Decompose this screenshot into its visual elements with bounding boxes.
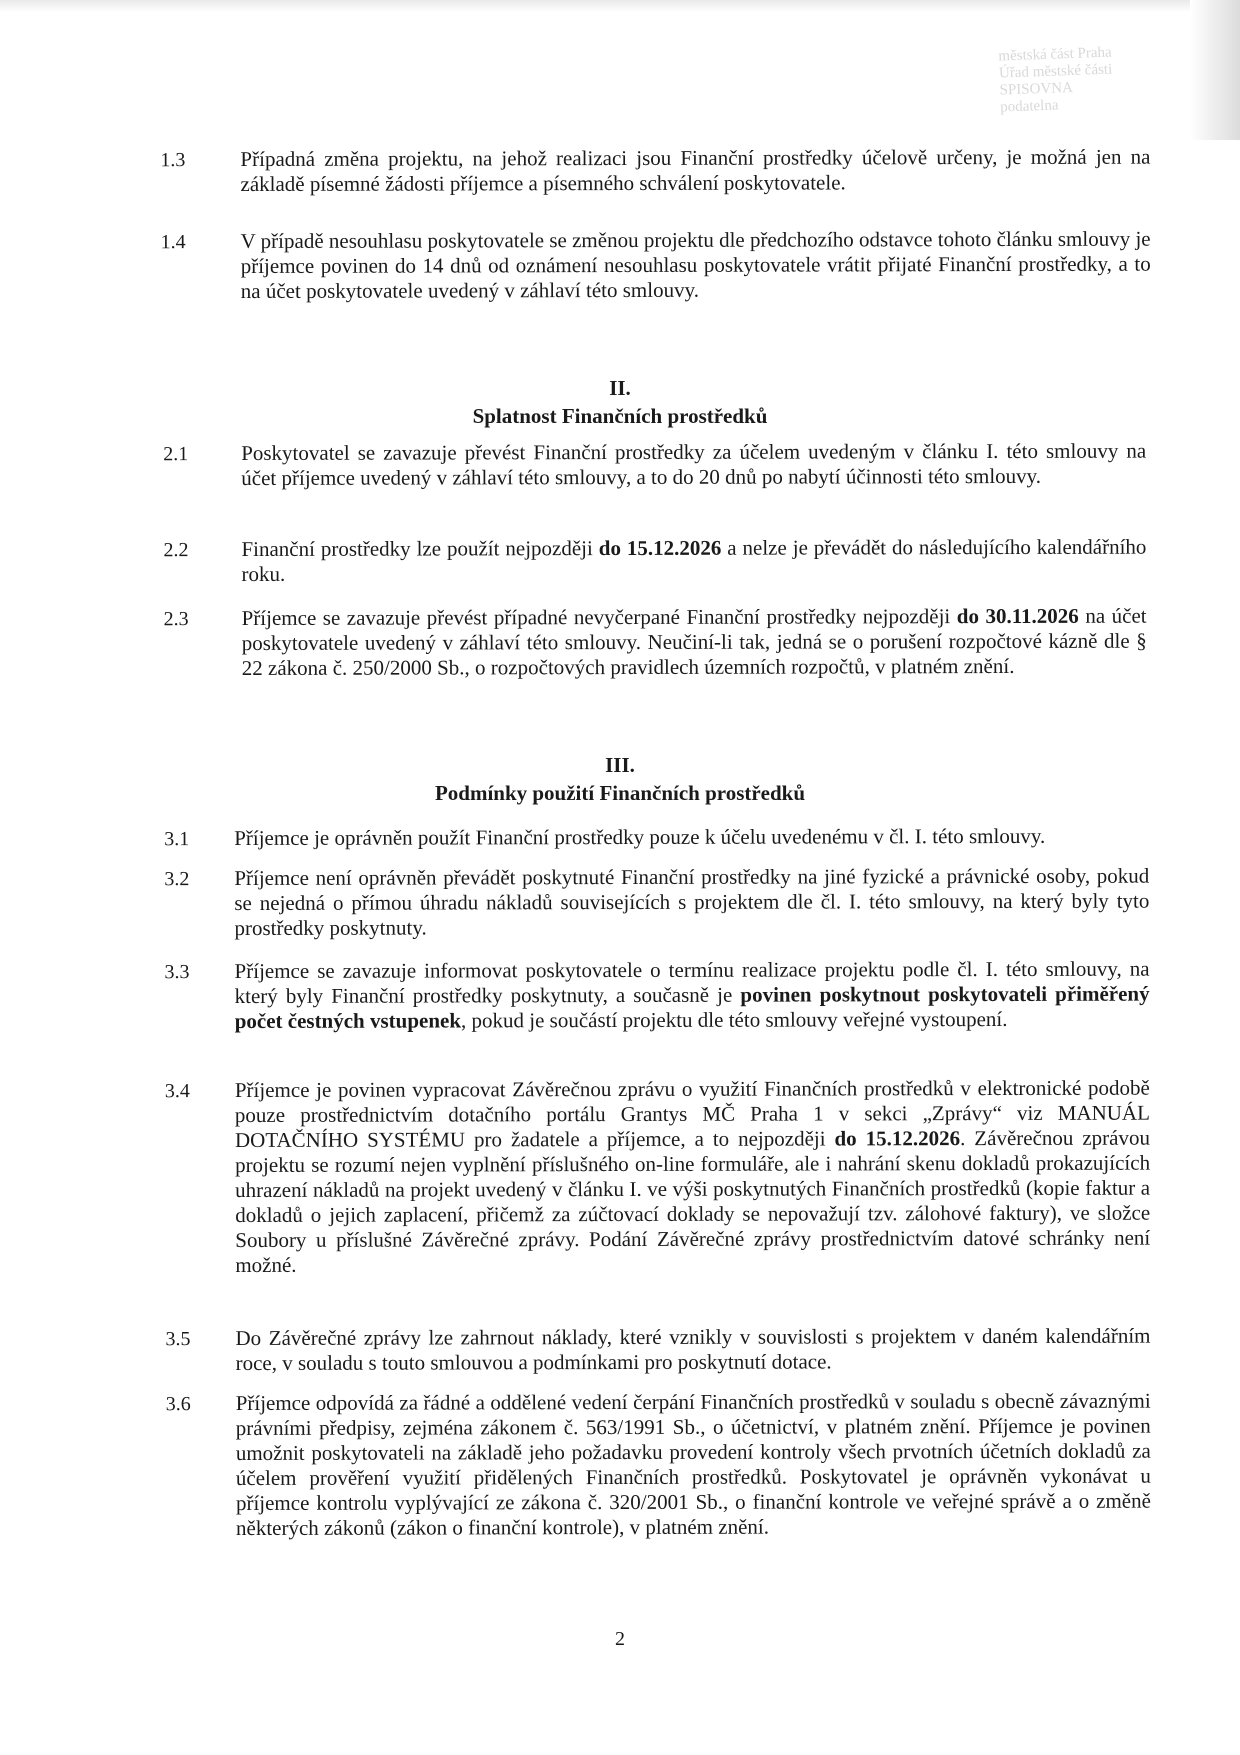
stamp-line: podatelna <box>999 97 1059 116</box>
clause-number: 1.3 <box>160 149 186 172</box>
text-run: Příjemce se zavazuje informovat poskytovatele o termínu realizace projektu podle čl. I. této smlouvy, na který byly Finanční prostředky poskytnuty, a současně je <box>234 956 1150 1009</box>
section-heading-iii <box>0 752 1240 806</box>
section-number: II. <box>609 376 631 400</box>
clause-number: 2.1 <box>163 443 189 466</box>
clause-text <box>235 957 1150 1034</box>
clause-text <box>241 439 1146 491</box>
section-title: Splatnost Finančních prostředků <box>472 404 768 428</box>
bold-text-run: do 15.12.2026 <box>834 1126 961 1151</box>
clause-number: 2.3 <box>163 608 189 631</box>
text-run: V případě nesouhlasu poskytovatele se změnou projektu dle předchozího odstavce tohoto článku smlouvy je příjemce povinen do 14 dnů od oznámení nesouhlasu poskytovatele vrátit přijaté Finanční prostředky, a to na účet poskytovatele uvedený v záhlaví této smlouvy. <box>240 226 1151 303</box>
text-run: Finanční prostředky lze použít nejpozději <box>241 536 599 561</box>
text-run: Příjemce odpovídá za řádné a oddělené vedení čerpání Finančních prostředků v souladu s obecně závaznými právními předpisy, zejména zákonem č. 563/1991 Sb., o účetnictví, v platném znění. Příjemce je povinen umožnit poskytovateli na základě jeho požadavku provedení kontroly všech prvotních účetních dokladů za účelem prověření využití přidělených Finančních prostředků. Poskytovatel je oprávněn vykonávat u příjemce kontrolu vyplývající ze zákona č. 320/2001 Sb., o finanční kontrole ve veřejné správě a o změně některých zákonů (zákon o finanční kontrole), v platném znění. <box>235 1388 1151 1541</box>
clause-text <box>241 227 1151 304</box>
clause-text <box>235 1076 1151 1278</box>
text-run: Případná změna projektu, na jehož realizaci jsou Finanční prostředky účelově určeny, je možná jen na základě písemné žádosti příjemce a písemného schválení poskytovatele. <box>240 144 1151 196</box>
clause-number: 3.1 <box>164 828 190 851</box>
text-run: Poskytovatel se zavazuje převést Finanční prostředky za účelem uvedeným v článku I. této smlouvy na účet příjemce uvedený v záhlaví této smlouvy, a to do 20 dnů po nabytí účinnosti této smlouvy. <box>241 438 1147 490</box>
clause-text <box>240 145 1150 197</box>
clause-number: 1.4 <box>160 231 186 254</box>
clause-number: 3.6 <box>165 1393 191 1416</box>
clause-text <box>235 1324 1150 1376</box>
clause-number: 2.2 <box>163 539 189 562</box>
text-run: Příjemce se zavazuje převést případné nevyčerpané Finanční prostředky nejpozději <box>241 604 957 630</box>
bold-text-run: povinen poskytnout poskytovateli přiměřený počet čestných vstupenek <box>234 981 1150 1034</box>
clause-text <box>234 864 1149 941</box>
scan-edge-shadow <box>0 0 1240 12</box>
clause-number: 3.5 <box>165 1328 191 1351</box>
clause-number: 3.2 <box>164 868 190 891</box>
text-run: a nelze je převádět do následujícího kalendářního roku. <box>241 534 1147 586</box>
clause-text <box>241 535 1146 587</box>
text-run: Příjemce je oprávněn použít Finanční prostředky pouze k účelu uvedenému v čl. I. této smlouvy. <box>234 823 1046 851</box>
clause-text <box>234 824 1149 851</box>
faint-stamp-bleedthrough <box>998 42 1202 159</box>
text-run: Příjemce není oprávněn převádět poskytnuté Finanční prostředky na jiné fyzické a právnické osoby, pokud se nejedná o přímou úhradu nákladů souvisejících s projektem dle čl. I. této smlouvy, na který byly tyto prostředky poskytnuty. <box>234 863 1150 941</box>
clause-number: 3.3 <box>164 961 190 984</box>
text-run: Do Závěrečné zprávy lze zahrnout náklady, které vznikly v souvislosti s projektem v daném kalendářním roce, v souladu s touto smlouvou a podmínkami pro poskytnutí dotace. <box>235 1323 1151 1376</box>
bold-text-run: do 15.12.2026 <box>598 535 722 561</box>
stamp-line: městská část Praha <box>998 44 1112 65</box>
section-title: Podmínky použití Finančních prostředků <box>434 781 806 805</box>
section-heading-ii <box>0 375 1240 429</box>
page-number: 2 <box>615 1628 625 1650</box>
clause-text <box>236 1389 1151 1541</box>
text-run: Příjemce je povinen vypracovat Závěrečnou zprávu o využití Finančních prostředků v elektronické podobě pouze prostřednictvím dotačního portálu Grantys MČ Praha 1 v sekci „Zprávy“ viz MANUÁL DOTAČNÍHO SYSTÉMU pro žadatele a příjemce, a to nejpozději <box>234 1075 1150 1153</box>
clause-number: 3.4 <box>164 1080 190 1103</box>
text-run: . Závěrečnou zprávou projektu se rozumí nejen vyplnění příslušného on-line formuláře, ale i nahrání skenu dokladů prokazujících uhrazení nákladů na projekt uvedený v článku I. ve výši poskytnutých Finančních prostředků (kopie faktur a dokladů o jejich zaplacení, přičemž za zúčtovací doklady se nepovažují tzv. zálohové faktury), ve složce Soubory u příslušné Závěrečné zprávy. Podání Závěrečné zprávy prostřednictvím datové schránky není možné. <box>235 1125 1151 1278</box>
stamp-line: SPISOVNA <box>999 79 1074 99</box>
section-number: III. <box>605 753 635 777</box>
bold-text-run: do 30.11.2026 <box>956 603 1079 629</box>
text-run: na účet poskytovatele uvedený v záhlaví této smlouvy. Neučiní-li tak, jedná se o porušení rozpočtové kázně dle § 22 zákona č. 250/2000 Sb., o rozpočtových pravidlech územních rozpočtů, v platném znění. <box>241 603 1147 680</box>
stamp-line: Úřad městské části <box>998 61 1113 82</box>
text-run: , pokud je součástí projektu dle této smlouvy veřejné vystoupení. <box>460 1006 1008 1033</box>
clause-text <box>242 604 1147 681</box>
